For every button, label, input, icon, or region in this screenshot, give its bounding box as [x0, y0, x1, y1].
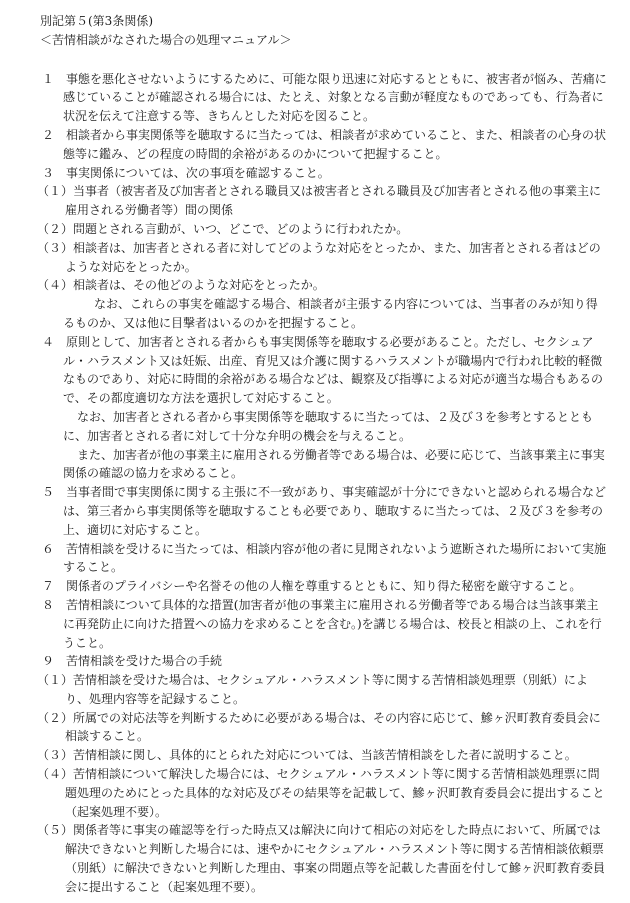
item-9-3: （３）苦情相談に関し、具体的にとられた対応については、当該苦情相談をした者に説明すること。 — [37, 748, 577, 763]
item-8: ８ 苦情相談について具体的な措置(加害者が他の事業主に雇用される労働者等である場合は当該事業主に再発防止に向けた措置への協力を求めることを含む。)を講じる場合は、校長と相談の上、これを行うこと。 — [42, 597, 602, 650]
item-3-note: なお、これらの事実を確認する場合、相談者が主張する内容については、当事者のみが知り得るものか、又は他に目撃者はいるのかを把握すること。 — [63, 297, 598, 330]
item-4-note-1: なお、加害者とされる者から事実関係等を聴取するに当たっては、２及び３を参考とするとともに、加害者とされる者に対して十分な弁明の機会を与えること。 — [63, 409, 594, 443]
item-9: ９ 苦情相談を受けた場合の手続 — [42, 654, 223, 669]
item-4: ４ 原則として、加害者とされる者からも事実関係等を聴取する必要があること。ただし、セクシュアル・ハラスメント又は妊娠、出産、育児又は介護に関するハラスメントが職場内で行われ比較的軽微なものであり、対応に時間的余裕がある場合などは、観察及び指導による対応が適当な場合もあるので、その都度適切な方法を選択して対応すること。 — [42, 334, 604, 406]
item-1: １ 事態を悪化させないようにするために、可能な限り迅速に対応するとともに、被害者が悩み、苦痛に感じていることが確認される場合には、たとえ、対象となる言動が軽度なものであっても、行為者に状況を伝えて注意する等、きちんとした対応を図ること。 — [42, 71, 607, 124]
item-9-5: （５）関係者等に事実の確認等を行った時点又は解決に向けて相応の対応をした時点において、所属では解決できないと判断した場合には、速やかにセクシュアル・ハラスメント等に関する苦情相談依頼票（別紙）に解決できないと判断した理由、事案の問題点等を記載した書面を付して鰺ヶ沢町教育委員会に提出すること（起案処理不要）。 — [37, 823, 606, 894]
item-6: ６ 苦情相談を受けるに当たっては、相談内容が他の者に見聞されないよう遮断された場所において実施すること。 — [42, 541, 607, 575]
item-3-1: （１）当事者（被害者及び加害者とされる職員又は被害者とされる職員及び加害者とされる他の事業主に雇用される労働者等）間の関係 — [37, 184, 602, 218]
item-2: ２ 相談者から事実関係等を聴取するに当たっては、相談者が求めていること、また、相談者の心身の状態等に鑑み、どの程度の時間的余裕があるのかについて把握すること。 — [42, 127, 607, 161]
annex-header: 別記第５(第3条関係) — [40, 14, 153, 28]
item-5: ５ 当事者間で事実関係に関する主張に不一致があり、事実確認が十分にできないと認められる場合などは、第三者から事実関係等を聴取することも必要であり、聴取するに当たっては、２及び３を参考の上、適切に対応すること。 — [42, 485, 607, 537]
item-3-4: （４）相談者は、その他どのような対応をとったか。 — [37, 278, 325, 293]
item-3-3: （３）相談者は、加害者とされる者に対してどのような対応をとったか、また、加害者とされる者はどのような対応をとったか。 — [37, 240, 601, 274]
item-9-4: （４）苦情相談について解決した場合には、セクシュアル・ハラスメント等に関する苦情相談処理票に問題処理のためにとった具体的な対応及びその結果等を記載して、鰺ヶ沢町教育委員会に提出すること（起案処理不要）。 — [37, 767, 605, 819]
item-3: ３ 事実関係については、次の事項を確認すること。 — [42, 165, 330, 180]
manual-title: ＜苦情相談がなされた場合の処理マニュアル＞ — [40, 32, 292, 47]
item-9-2: （２）所属での対応法等を判断するために必要がある場合は、その内容に応じて、鰺ヶ沢町教育委員会に相談すること。 — [37, 710, 601, 744]
item-4-note-2: また、加害者が他の事業主に雇用される労働者等である場合は、必要に応じて、当該事業主に事実関係の確認の協力を求めること。 — [63, 447, 605, 481]
item-3-2: （２）問題とされる言動が、いつ、どこで、どのように行われたか。 — [37, 221, 409, 236]
item-7: ７ 関係者のプライバシーや名誉その他の人権を尊重するとともに、知り得た秘密を厳守すること。 — [42, 579, 582, 594]
item-9-1: （１）苦情相談を受けた場合は、セクシュアル・ハラスメント等に関する苦情相談処理票（別紙）により、処理内容等を記録すること。 — [37, 673, 588, 706]
